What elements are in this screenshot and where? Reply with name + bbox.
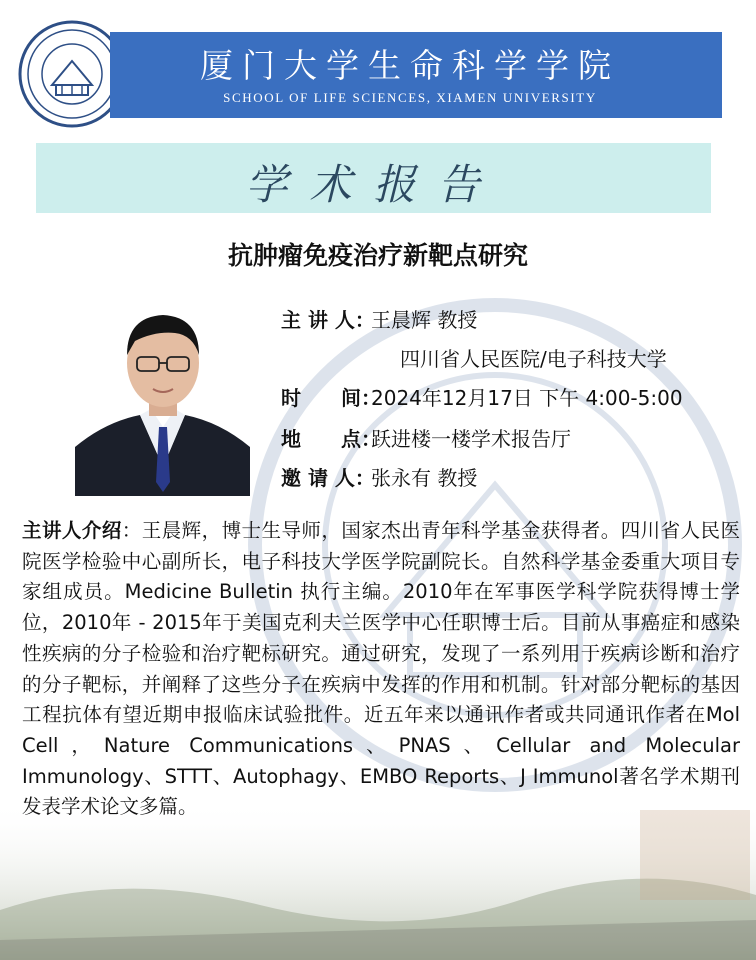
time-value: 2024年12月17日 下午 4:00-5:00 (371, 386, 683, 410)
speaker-photo (75, 297, 250, 496)
host-row (281, 462, 477, 491)
report-label-box (36, 143, 711, 213)
header-banner (110, 32, 722, 118)
place-row (281, 423, 571, 452)
time-label: 时 间： (281, 386, 381, 410)
speaker-label: 主 讲 人： (281, 308, 375, 332)
speaker-row (281, 304, 477, 333)
speaker-value: 王晨辉 教授 (371, 308, 478, 332)
speaker-affiliation: 四川省人民医院/电子科技大学 (400, 347, 667, 371)
host-value: 张永有 教授 (371, 466, 478, 490)
bio-text: ：王晨辉，博士生导师，国家杰出青年科学基金获得者。四川省人民医院医学检验中心副所长，电子科技大学医学院副院长。自然科学基金委重大项目专家组成员。Medicine Bulletin 执行主编。2010年在军事医学科学院获得博士学位，2010年 - 2015年于美国克利夫兰医学中心任职博士后。目前从事癌症和感染性疾病的分子检验和治疗靶标研究。通过研究，发现了一系列用于疾病诊断和治疗的分子靶标，并阐释了这些分子在疾病中发挥的作用和机制。针对部分靶标的基因工程抗体有望近期申报临床试验批件。近五年来以通讯作者或共同通讯作者在Mol Cell，Nature Communications、PNAS、Cellular and Molecular Immunology、STTT、Autophagy、EMBO Reports、J Immunol著名学术期刊发表学术论文多篇。 (22, 519, 740, 819)
school-name-en: SCHOOL OF LIFE SCIENCES, XIAMEN UNIVERSITY (223, 90, 597, 105)
campus-background (0, 800, 756, 960)
time-row (281, 382, 683, 411)
report-label: 学术报告 (245, 160, 502, 209)
speaker-bio (22, 516, 740, 823)
affiliation-row (400, 343, 667, 372)
school-name-cn: 厦门大学生命科学学院 (200, 46, 620, 85)
host-label: 邀 请 人： (281, 466, 375, 490)
bio-label: 主讲人介绍 (22, 519, 122, 542)
talk-title: 抗肿瘤免疫治疗新靶点研究 (227, 241, 528, 270)
place-value: 跃进楼一楼学术报告厅 (371, 427, 571, 451)
place-label: 地 点： (281, 427, 381, 451)
